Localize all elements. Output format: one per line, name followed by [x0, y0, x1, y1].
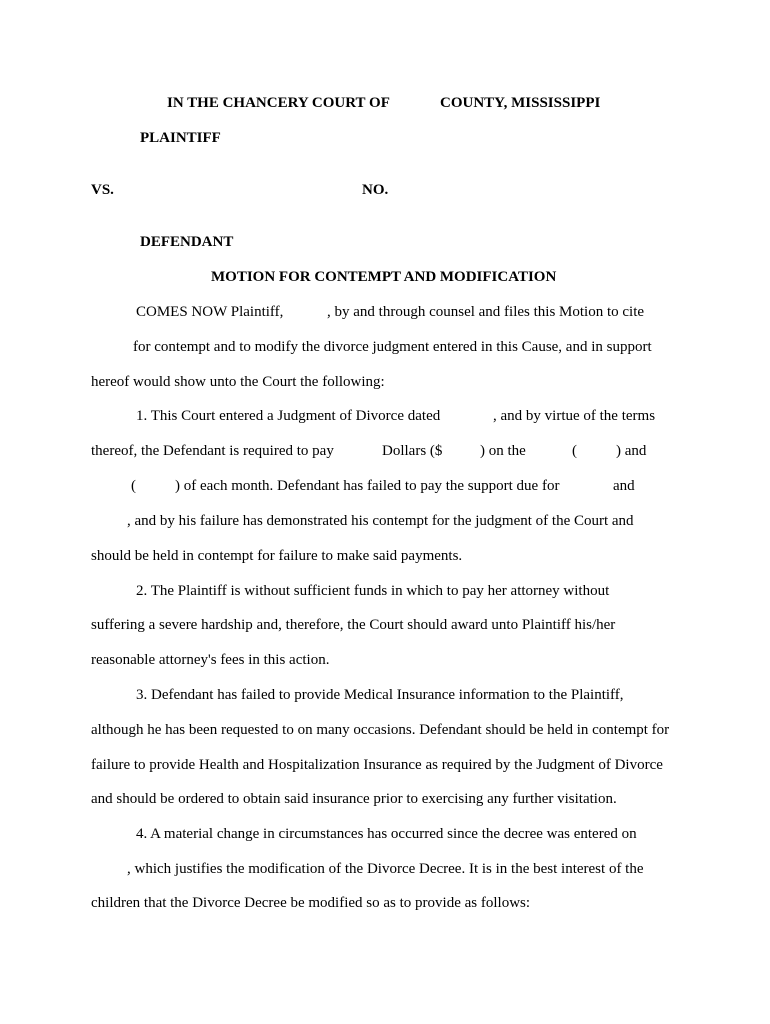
para3-line3: failure to provide Health and Hospitalization Insurance as required by the Judgment of Divorce	[91, 757, 663, 773]
intro-line-2: for contempt and to modify the divorce judgment entered in this Cause, and in support	[133, 339, 652, 355]
intro-text-a: COMES NOW Plaintiff,	[136, 304, 284, 320]
plaintiff-label: PLAINTIFF	[140, 130, 221, 146]
para4-line1: 4. A material change in circumstances has occurred since the decree was entered on	[136, 826, 637, 842]
document-title: MOTION FOR CONTEMPT AND MODIFICATION	[211, 269, 557, 285]
para1-line2-d: (	[572, 443, 577, 459]
para1-line5: should be held in contempt for failure to make said payments.	[91, 548, 463, 564]
intro-line-3: hereof would show unto the Court the following:	[91, 374, 385, 390]
para2-line3: reasonable attorney's fees in this action.	[91, 652, 330, 668]
para3-line4: and should be ordered to obtain said insurance prior to exercising any further visitation.	[91, 791, 617, 807]
para3-line2: although he has been requested to on many occasions. Defendant should be held in contempt for	[91, 722, 670, 738]
para1-line3-a: (	[131, 478, 136, 494]
para2-line2: suffering a severe hardship and, therefore, the Court should award unto Plaintiff his/her	[91, 617, 616, 633]
court-heading-county: COUNTY, MISSISSIPPI	[440, 95, 601, 111]
para1-line1-a: 1. This Court entered a Judgment of Divorce dated	[136, 408, 441, 424]
vs-label: VS.	[91, 182, 114, 198]
intro-text-b: , by and through counsel and files this Motion to cite	[327, 304, 645, 320]
para3-line1: 3. Defendant has failed to provide Medical Insurance information to the Plaintiff,	[136, 687, 624, 703]
para4-line3: children that the Divorce Decree be modified so as to provide as follows:	[91, 895, 531, 911]
para1-line4: , and by his failure has demonstrated his contempt for the judgment of the Court and	[127, 513, 634, 529]
defendant-label: DEFENDANT	[140, 234, 234, 250]
para1-line3-b: ) of each month. Defendant has failed to pay the support due for	[175, 478, 560, 494]
para1-line1-b: , and by virtue of the terms	[493, 408, 656, 424]
case-number-label: NO.	[362, 182, 389, 198]
court-heading-left: IN THE CHANCERY COURT OF	[167, 95, 390, 111]
para4-line2: , which justifies the modification of the Divorce Decree. It is in the best interest of the	[127, 861, 644, 877]
para1-line2-e: ) and	[616, 443, 647, 459]
para1-line3-c: and	[613, 478, 635, 494]
para1-line2-a: thereof, the Defendant is required to pay	[91, 443, 334, 459]
para1-line2-b: Dollars ($	[382, 443, 443, 459]
para1-line2-c: ) on the	[480, 443, 526, 459]
para2-line1: 2. The Plaintiff is without sufficient funds in which to pay her attorney without	[136, 583, 610, 599]
